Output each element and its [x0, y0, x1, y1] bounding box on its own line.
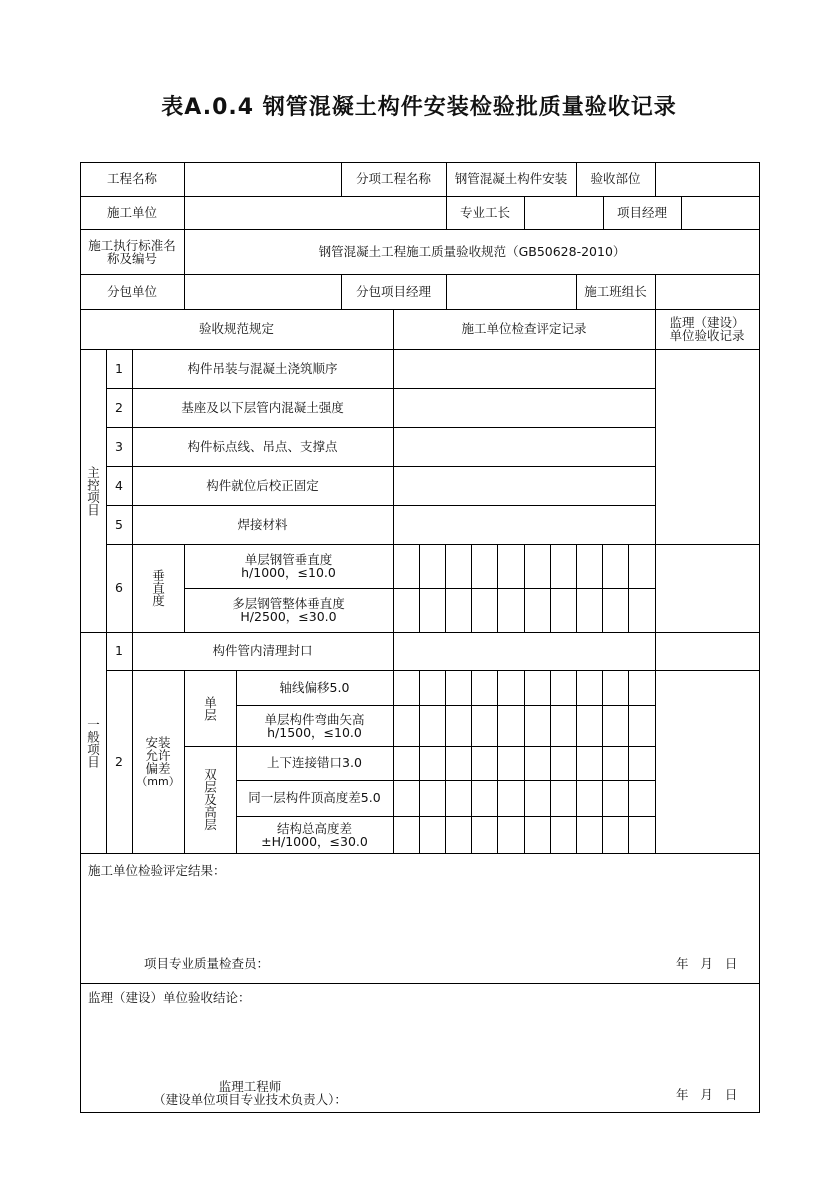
total-height-title: 结构总高度差: [276, 820, 352, 836]
main-item-3-label: 构件标点线、吊点、支撑点: [187, 438, 338, 454]
multi-layer-verticality: [184, 588, 393, 632]
bending-sag-tolerance: h/1500，≤10.0: [267, 724, 362, 740]
verticality-category: 垂直度: [150, 569, 166, 607]
single-layer-verticality: [184, 544, 393, 588]
supervision-conclusion-label: 监理（建设）单位验收结论：: [88, 990, 251, 1005]
grid-line: [655, 349, 656, 853]
engineer-line1: 监理工程师: [218, 1079, 282, 1094]
axis-offset-row: 轴线偏移5.0: [279, 679, 350, 695]
joint-misalignment-row: 上下连接错口3.0: [267, 755, 362, 770]
main-item-1-label: 构件吊装与混凝土浇筑顺序: [187, 360, 338, 376]
grid-line: [628, 670, 629, 853]
multi-layer-verticality-title: 多层钢管整体垂直度: [232, 596, 345, 611]
construction-unit-value[interactable]: [185, 196, 446, 229]
team-leader-value[interactable]: [656, 274, 759, 309]
sub-pm-label: 分包项目经理: [355, 283, 431, 299]
grid-line: [419, 670, 420, 853]
main-item-2-label: 基座及以下层管内混凝土强度: [181, 399, 344, 415]
grid-line: [550, 670, 551, 853]
total-height-difference-row: [236, 816, 393, 853]
grid-line: [80, 853, 760, 854]
total-height-tolerance: ±H/1000，≤30.0: [261, 833, 368, 849]
foreman-value[interactable]: [525, 196, 603, 229]
supervisor-header-line2: 单位验收记录: [669, 328, 745, 343]
main-item-3-no: 3: [115, 438, 123, 454]
project-name-label: 工程名称: [106, 171, 157, 186]
project-manager-value[interactable]: [682, 196, 759, 229]
main-item-4-no: 4: [115, 477, 123, 493]
evaluation-result-label: 施工单位检验评定结果：: [88, 863, 226, 878]
standard-value: 钢管混凝土工程施工质量验收规范（GB50628-2010）: [318, 243, 626, 259]
deviation-category-line1: 安装: [145, 734, 171, 750]
single-layer-verticality-tolerance: h/1000，≤10.0: [241, 565, 336, 580]
grid-line: [497, 670, 498, 853]
table-border-bottom: [80, 1112, 760, 1113]
main-item-2-no: 2: [115, 399, 123, 415]
subcontractor-value[interactable]: [185, 274, 341, 309]
single-layer-verticality-title: 单层钢管垂直度: [244, 552, 333, 567]
grid-line: [602, 670, 603, 853]
single-layer-group: 单层: [202, 695, 218, 721]
document-title: 表A.0.4 钢管混凝土构件安装检验批质量验收记录: [161, 95, 677, 120]
deviation-category-line3: 偏差: [145, 760, 171, 776]
main-control-group-label: 主控项目: [85, 465, 101, 516]
general-group-label: 一般项目: [85, 717, 101, 768]
allowable-deviation-category: [132, 670, 184, 853]
acceptance-part-label: 验收部位: [590, 171, 641, 186]
general-item-1-label: 构件管内清理封口: [212, 643, 313, 658]
main-item-6-no: 6: [115, 580, 123, 595]
main-item-4-label: 构件就位后校正固定: [206, 477, 319, 493]
grid-line: [80, 983, 760, 984]
sub-project-label: 分项工程名称: [355, 171, 431, 186]
supervising-engineer-label: [140, 1078, 360, 1108]
main-item-5-label: 焊接材料: [237, 516, 288, 532]
conclusion-date: 年 月 日: [676, 1087, 738, 1102]
main-item-1-no: 1: [115, 360, 123, 376]
bending-sag-row: [236, 705, 393, 746]
grid-line: [576, 670, 577, 853]
supervisor-column-header: [655, 309, 759, 349]
grid-line: [393, 349, 394, 853]
main-item-5-no: 5: [115, 516, 123, 532]
grid-line: [524, 670, 525, 853]
standard-label-line1: 施工执行标准名: [88, 237, 176, 253]
table-border-right: [759, 162, 760, 1113]
sub-project-value: 钢管混凝土构件安装: [454, 171, 568, 186]
bending-sag-title: 单层构件弯曲矢高: [264, 711, 365, 727]
multi-layer-verticality-tolerance: H/2500，≤30.0: [240, 609, 337, 624]
foreman-label: 专业工长: [459, 204, 510, 220]
acceptance-part-value[interactable]: [656, 162, 759, 196]
general-item-1-no: 1: [115, 643, 123, 658]
sub-pm-value[interactable]: [447, 274, 576, 309]
quality-inspector-label: 项目专业质量检查员：: [144, 956, 270, 971]
evaluation-date: 年 月 日: [676, 956, 738, 971]
general-item-2-no: 2: [115, 753, 123, 769]
engineer-line2: （建设单位项目专业技术负责人）：: [153, 1092, 347, 1107]
standard-label: [80, 229, 184, 274]
grid-line: [445, 670, 446, 853]
standard-label-line2: 称及编号: [106, 250, 157, 266]
subcontractor-label: 分包单位: [106, 283, 157, 299]
grid-line: [471, 670, 472, 853]
spec-column-header: 验收规范规定: [198, 321, 274, 336]
top-height-difference-row: 同一层构件顶高度差5.0: [248, 790, 381, 805]
supervisor-header-line1: 监理（建设）: [669, 315, 745, 330]
team-leader-label: 施工班组长: [584, 283, 647, 299]
deviation-category-unit: （mm）: [136, 774, 180, 788]
deviation-category-line2: 允许: [145, 747, 171, 763]
project-manager-label: 项目经理: [616, 204, 667, 220]
record-column-header: 施工单位检查评定记录: [461, 321, 587, 336]
project-name-value[interactable]: [185, 162, 341, 196]
multi-layer-group: 双层及高层: [202, 768, 218, 831]
construction-unit-label: 施工单位: [106, 204, 157, 220]
